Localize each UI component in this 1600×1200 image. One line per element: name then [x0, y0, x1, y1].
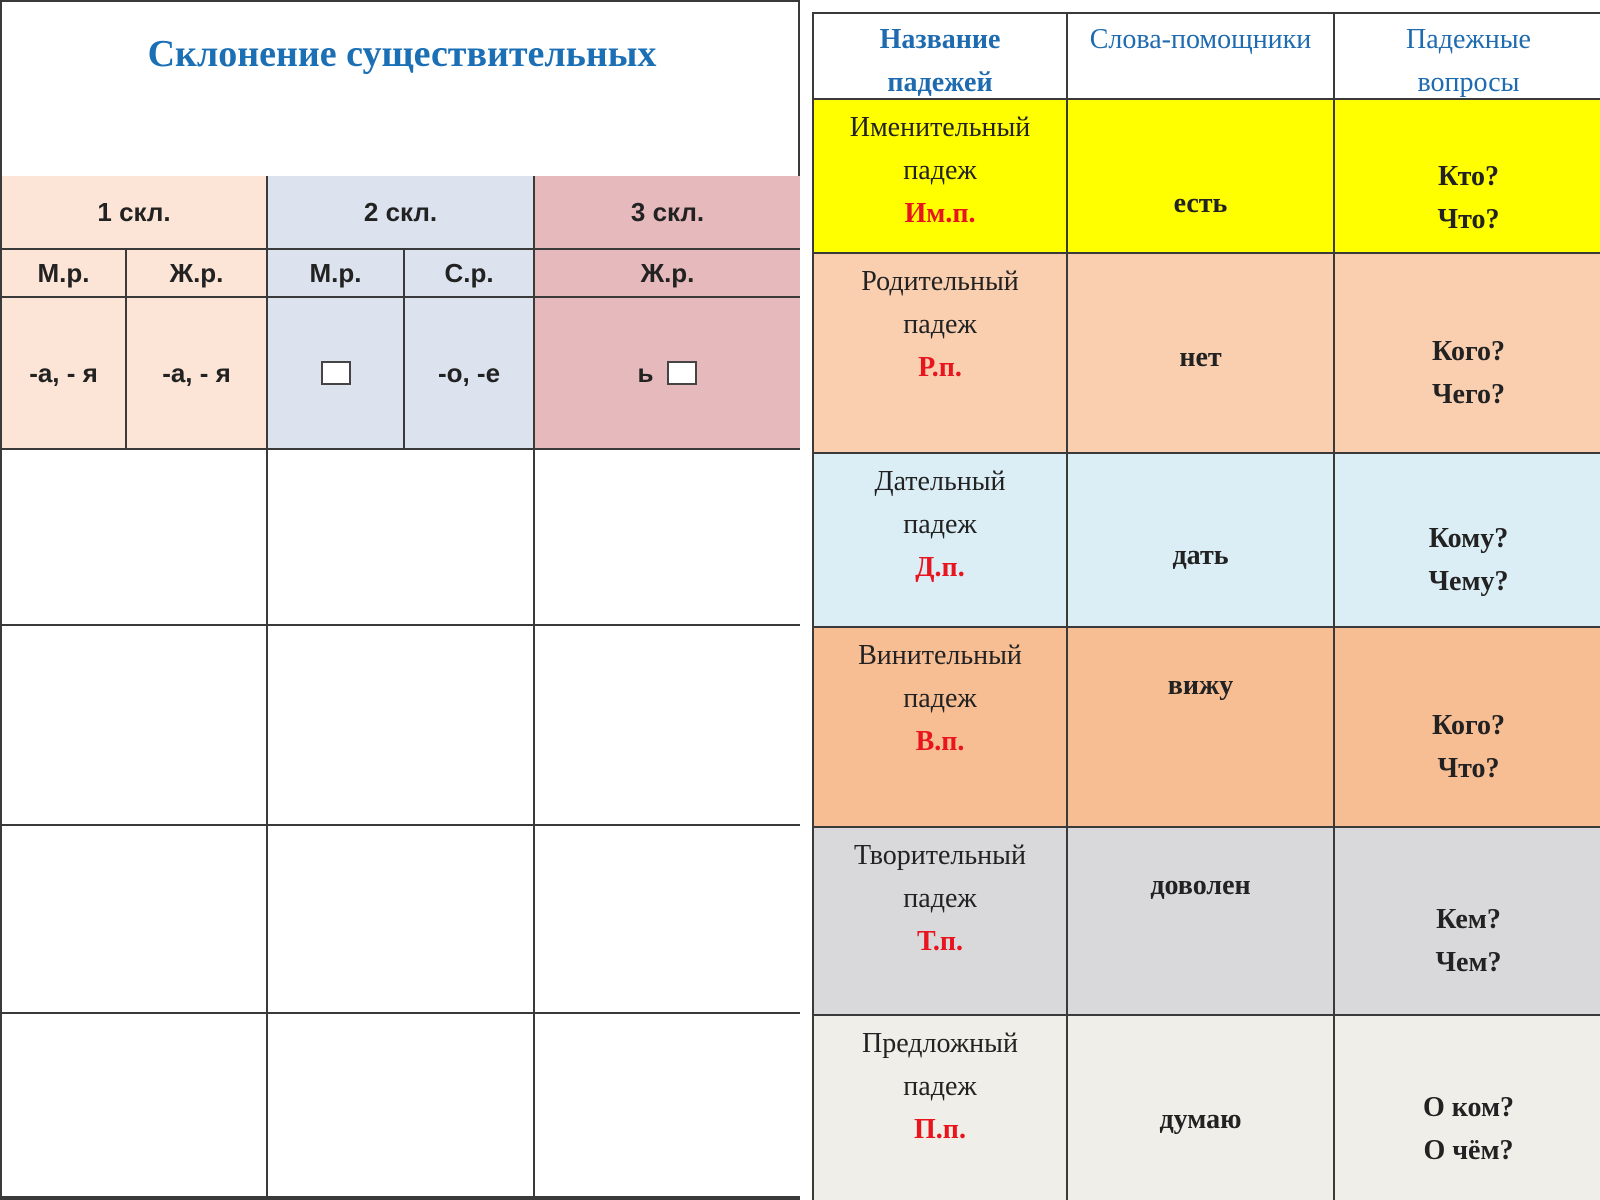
- question-cell: Кого? Чего?: [1335, 254, 1600, 454]
- case-abbreviation: В.п.: [915, 726, 965, 757]
- ending-cell: [405, 298, 535, 450]
- zero-ending-box: [667, 361, 697, 385]
- page-title: Склонение существительных: [147, 33, 657, 75]
- gender-cell: [127, 250, 268, 298]
- declension-2-label: 2 скл.: [363, 196, 438, 227]
- case-name-cell: Творительный падеж Т.п.: [814, 828, 1068, 1016]
- question-cell: О ком? О чём?: [1335, 1016, 1600, 1200]
- declension-2-header: [268, 176, 535, 250]
- case-abbreviation: П.п.: [914, 1114, 966, 1145]
- gender-label: М.р.: [37, 257, 90, 288]
- declension-1-header: [2, 176, 268, 250]
- case-name-cell: Именительный падеж Им.п.: [814, 100, 1068, 254]
- gender-label: Ж.р.: [169, 257, 224, 288]
- empty-cell: [2, 1014, 268, 1198]
- case-name-cell: Дательный падеж Д.п.: [814, 454, 1068, 628]
- question-cell: Кто? Что?: [1335, 100, 1600, 254]
- case-name-cell: Винительный падеж В.п.: [814, 628, 1068, 828]
- zero-ending-box: [321, 361, 351, 385]
- empty-cell: [268, 1014, 535, 1198]
- header-case-name: Название падежей: [814, 14, 1068, 100]
- case-abbreviation: Р.п.: [918, 352, 962, 383]
- helper-word-cell: вижу: [1068, 628, 1335, 828]
- case-abbreviation: Т.п.: [916, 926, 963, 957]
- case-name-cell: Родительный падеж Р.п.: [814, 254, 1068, 454]
- case-abbreviation: Им.п.: [904, 198, 976, 229]
- ending-label: -а, - я: [29, 357, 98, 388]
- cases-table: [812, 12, 1600, 1200]
- helper-word-cell: нет: [1068, 254, 1335, 454]
- empty-cell: [2, 450, 268, 626]
- gender-cell: [2, 250, 127, 298]
- ending-label: -а, - я: [162, 357, 231, 388]
- case-abbreviation: Д.п.: [915, 552, 965, 583]
- ending-cell: [535, 298, 800, 450]
- empty-cell: [535, 1014, 800, 1198]
- gender-cell: [268, 250, 405, 298]
- gender-cell: [405, 250, 535, 298]
- empty-cell: [2, 626, 268, 826]
- declension-3-label: 3 скл.: [630, 196, 705, 227]
- question-cell: Кому? Чему?: [1335, 454, 1600, 628]
- question-cell: Кем? Чем?: [1335, 828, 1600, 1016]
- gender-label: С.р.: [444, 257, 494, 288]
- helper-word-cell: доволен: [1068, 828, 1335, 1016]
- helper-word-cell: думаю: [1068, 1016, 1335, 1200]
- empty-cell: [535, 826, 800, 1014]
- ending-label: ь: [637, 357, 654, 388]
- helper-word-cell: дать: [1068, 454, 1335, 628]
- ending-cell: [2, 298, 127, 450]
- declension-1-label: 1 скл.: [97, 196, 171, 227]
- question-cell: Кого? Что?: [1335, 628, 1600, 828]
- case-name-cell: Предложный падеж П.п.: [814, 1016, 1068, 1200]
- empty-cell: [268, 826, 535, 1014]
- gender-cell: [535, 250, 800, 298]
- declension-3-header: [535, 176, 800, 250]
- ending-label: -о, -е: [437, 357, 501, 388]
- empty-cell: [535, 450, 800, 626]
- helper-word-cell: есть: [1068, 100, 1335, 254]
- gender-label: Ж.р.: [640, 257, 695, 288]
- empty-cell: [2, 826, 268, 1014]
- ending-cell: [127, 298, 268, 450]
- header-helper-words: Слова-помощники: [1068, 14, 1335, 100]
- gender-label: М.р.: [309, 257, 362, 288]
- header-case-questions: Падежные вопросы: [1335, 14, 1600, 100]
- empty-cell: [268, 626, 535, 826]
- empty-cell: [535, 626, 800, 826]
- ending-cell: [268, 298, 405, 450]
- empty-cell: [268, 450, 535, 626]
